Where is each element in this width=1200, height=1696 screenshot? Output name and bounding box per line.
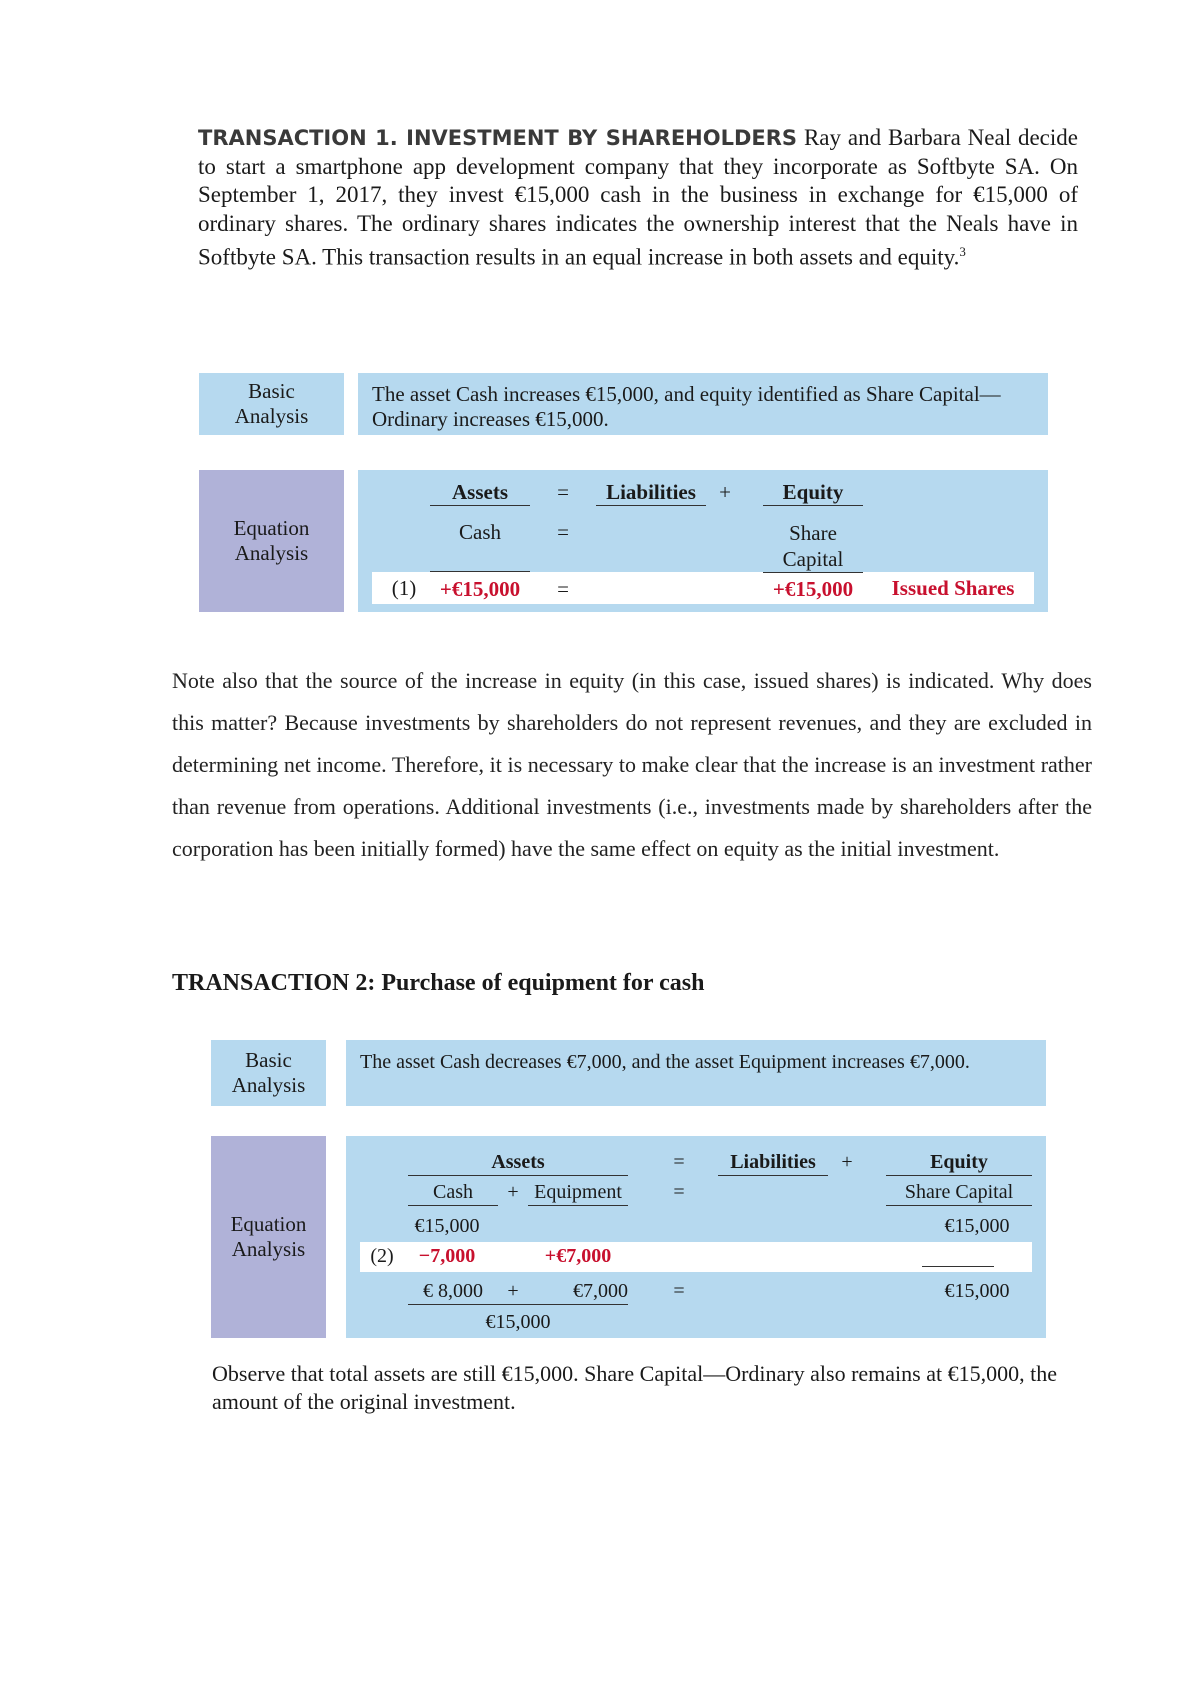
- t2-share-capital-label: Share Capital: [886, 1180, 1032, 1206]
- transaction1-heading: TRANSACTION 1. INVESTMENT BY SHAREHOLDERS: [198, 126, 798, 150]
- t1-equity-header: Equity: [763, 480, 863, 506]
- t1-equation-label-line1: Equation: [233, 516, 310, 540]
- t2-assets-header: Assets: [408, 1150, 628, 1176]
- transaction2-heading: TRANSACTION 2: Purchase of equipment for cash: [172, 970, 705, 996]
- t1-equation-label-line2: Analysis: [234, 541, 309, 565]
- t2-plus-end: +: [498, 1279, 528, 1305]
- t1-basic-analysis-label: [199, 373, 344, 435]
- observation-paragraph: Observe that total assets are still €15,000. Share Capital—Ordinary also remains at €15,000, the amount of the original investment.: [212, 1361, 1057, 1414]
- t2-basic-label-line1: Basic: [245, 1048, 292, 1072]
- t2-equity-end: €15,000: [944, 1280, 1010, 1302]
- t2-equation-label-line1: Equation: [230, 1212, 307, 1236]
- t1-plus-header: +: [719, 480, 731, 504]
- explanation-paragraph: Note also that the source of the increase in equity (in this case, issued shares) is indicated. Why does this matter? Because investments by shareholders do not represent revenues, and they are excluded in determining net income. Therefore, it is necessary to make clear that the increase is an investment rather than revenue from operations. Additional investments (i.e., investments made by shareholders after the corporation has been initially formed) have the same effect on equity as the initial investment.: [172, 668, 1092, 861]
- footnote-marker: 3: [959, 244, 966, 259]
- t2-cash-change: −7,000: [418, 1245, 476, 1267]
- t2-cash-label: Cash: [408, 1180, 498, 1206]
- t2-cash-start: €15,000: [414, 1215, 480, 1237]
- t1-basic-label-line1: Basic: [248, 379, 295, 403]
- t2-equipment-end: €7,000: [528, 1279, 628, 1305]
- t2-equipment-label: Equipment: [528, 1180, 628, 1206]
- t2-basic-analysis-label: [211, 1040, 326, 1106]
- transaction1-intro-text: Ray and Barbara Neal decide to start a smartphone app development company that they incorporate as Softbyte SA. On September 1, 2017, they invest €15,000 cash in the business in exchange for €15,000 of ordinary shares. The ordinary shares indicates the ownership interest that the Neals have in Softbyte SA. This transaction results in an equal increase in both assets and equity.: [198, 125, 1078, 270]
- t2-equals-sub: =: [673, 1181, 685, 1203]
- t2-plus-header: +: [841, 1151, 853, 1173]
- t2-row-number: (2): [370, 1245, 394, 1267]
- transaction1-intro: [198, 124, 1078, 272]
- t1-equation-analysis-panel: [358, 470, 1048, 612]
- t2-basic-label-line2: Analysis: [231, 1073, 306, 1097]
- t1-cash-column-label: [430, 520, 530, 572]
- t1-cash-change: +€15,000: [439, 577, 521, 601]
- t2-equipment-change: +€7,000: [544, 1245, 612, 1267]
- t2-plus-sub: +: [507, 1181, 519, 1203]
- t1-basic-analysis-text: [358, 373, 1048, 435]
- t1-equals-sub: =: [557, 520, 569, 544]
- t2-equity-header: Equity: [886, 1150, 1032, 1176]
- t2-equity-rule: [922, 1266, 994, 1267]
- t2-equals-end: =: [673, 1280, 685, 1302]
- t1-share-line1: Share: [789, 521, 837, 545]
- t2-equity-start: €15,000: [944, 1215, 1010, 1237]
- t2-equals-header: =: [673, 1151, 685, 1173]
- t2-liabilities-header: Liabilities: [718, 1150, 828, 1176]
- t1-share-line2: Capital: [782, 547, 844, 571]
- t1-basic-label-line2: Analysis: [234, 404, 309, 428]
- t2-equation-analysis-panel: [346, 1136, 1046, 1338]
- t1-equals-row: =: [557, 577, 569, 601]
- t2-cash-end: € 8,000: [408, 1279, 498, 1305]
- t1-cash-label: Cash: [459, 520, 501, 544]
- t2-equation-label-line2: Analysis: [231, 1237, 306, 1261]
- t1-equals-header: =: [557, 480, 569, 504]
- t1-issued-shares-note: Issued Shares: [891, 576, 1015, 600]
- t2-equation-analysis-label: [211, 1136, 326, 1338]
- t2-basic-analysis-content: The asset Cash decreases €7,000, and the asset Equipment increases €7,000.: [360, 1051, 970, 1073]
- t1-equity-change: +€15,000: [772, 577, 854, 601]
- t1-assets-header: Assets: [430, 480, 530, 506]
- t2-total-assets: €15,000: [485, 1311, 551, 1333]
- t1-share-capital-label: [763, 520, 863, 573]
- t2-basic-analysis-text: [346, 1040, 1046, 1106]
- t1-liabilities-header: Liabilities: [596, 480, 706, 506]
- t1-basic-analysis-content: The asset Cash increases €15,000, and equity identified as Share Capital—Ordinary increases €15,000.: [372, 382, 1001, 431]
- t1-row-number: (1): [391, 576, 417, 600]
- t1-equation-analysis-label: [199, 470, 344, 612]
